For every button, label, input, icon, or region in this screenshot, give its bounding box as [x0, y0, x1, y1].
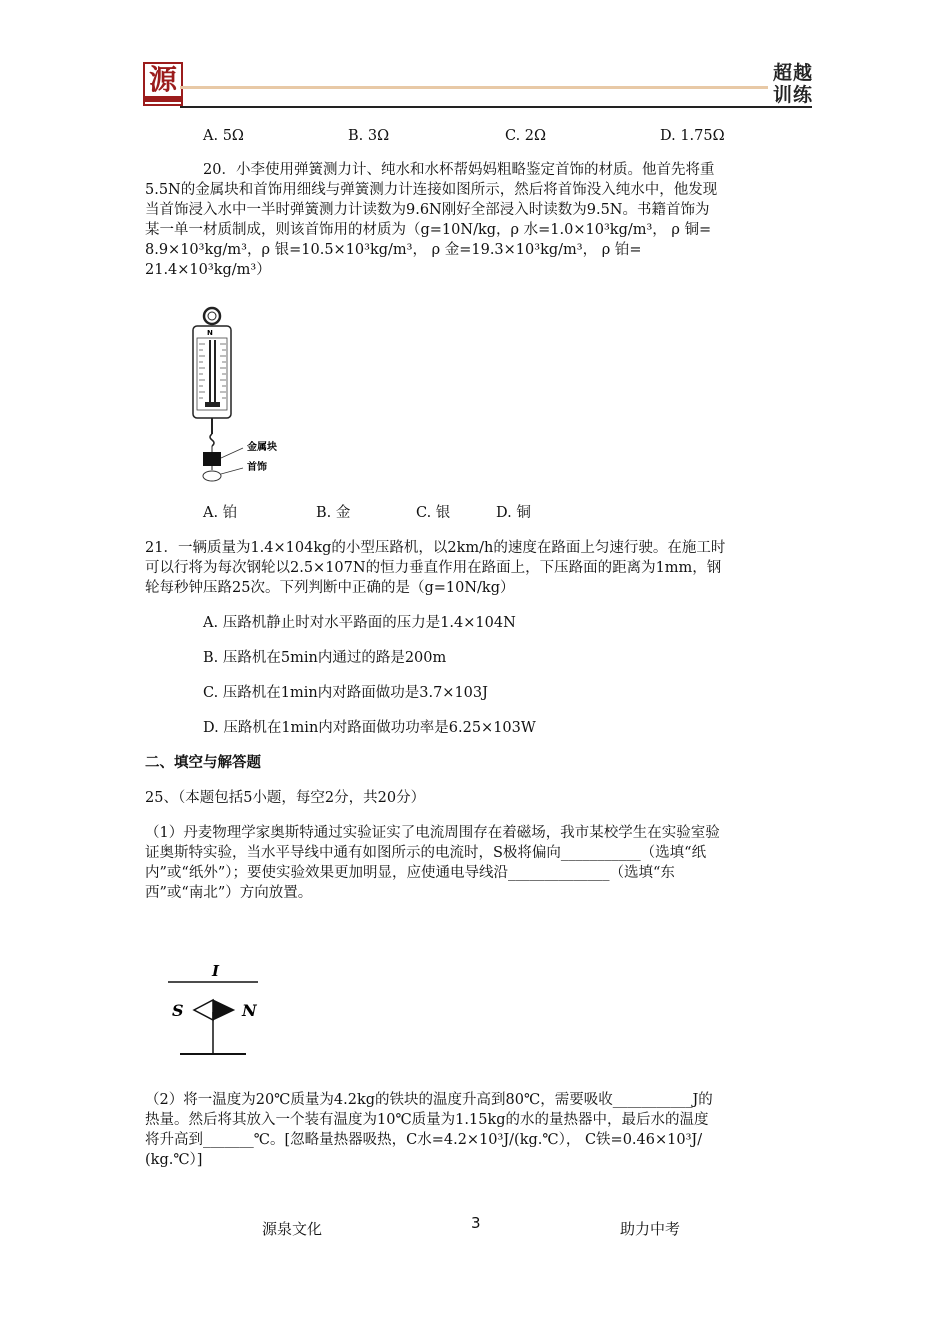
section-2-title: 二、填空与解答题	[145, 755, 261, 771]
q20-option-b: B. 金	[316, 505, 351, 521]
q20-option-a: A. 铂	[203, 505, 238, 521]
north-pole-label: N	[242, 1001, 257, 1020]
q25-part1-line-3: 内”或“纸外”）；要使实验效果更加明显，应使通电导线沿______________（选填“东	[145, 865, 675, 881]
q20-option-c: C. 银	[416, 505, 451, 521]
brand-line-2: 训练	[773, 84, 814, 106]
q20-line-6: 21.4×10³kg/m³）	[145, 262, 271, 278]
q25-part1-line-1: （1）丹麦物理学家奥斯特通过实验证实了电流周围存在着磁场，我市某校学生在实验室验	[145, 825, 720, 841]
header-accent-line	[180, 86, 768, 89]
logo-underbar	[145, 96, 181, 102]
oersted-figure	[160, 960, 280, 1070]
footer-left: 源泉文化	[262, 1220, 323, 1238]
q19-option-d: D. 1.75Ω	[660, 128, 725, 144]
q19-option-a: A. 5Ω	[203, 128, 244, 144]
q20-line-1: 20．小李使用弹簧测力计、纯水和水杯帮妈妈粗略鉴定首饰的材质。他首先将重	[203, 162, 715, 178]
brand-mark	[773, 62, 813, 106]
q25-part2-line-4: (kg.℃）]	[145, 1152, 203, 1168]
q20-line-4: 某一单一材质制成，则该首饰用的材质为（g=10N/kg，ρ 水=1.0×10³kg/m³， ρ 铜=	[145, 222, 712, 238]
footer-right: 助力中考	[620, 1220, 681, 1238]
q25-part2-line-1: （2）将一温度为20℃质量为4.2kg的铁块的温度升高到80℃，需要吸收___________J的	[145, 1092, 713, 1108]
south-pole-label: S	[172, 1001, 184, 1020]
q21-option-c: C. 压路机在1min内对路面做功是3.7×103J	[203, 685, 488, 701]
q21-line-3: 轮每秒钟压路25次。下列判断中正确的是（g=10N/kg）	[145, 580, 515, 596]
current-label: I	[212, 962, 220, 980]
q25-part2-line-2: 热量。然后将其放入一个装有温度为10℃质量为1.15kg的水的量热器中，最后水的温度	[145, 1112, 709, 1128]
q21-line-2: 可以行将为每次钢轮以2.5×107N的恒力垂直作用在路面上，下压路面的距离为1mm，钢	[145, 560, 722, 576]
q19-option-b: B. 3Ω	[348, 128, 390, 144]
header-rule	[180, 106, 812, 108]
q19-option-c: C. 2Ω	[505, 128, 547, 144]
q25-part1-line-4: 西”或“南北”）方向放置。	[145, 885, 313, 901]
q25-part2-line-3: 将升高到_______℃。[忽略量热器吸热，C水=4.2×10³J/(kg.℃）， C铁=0.46×10³J/	[145, 1132, 703, 1148]
spring-scale-figure	[185, 302, 295, 492]
q20-option-d: D. 铜	[496, 505, 531, 521]
q21-line-1: 21．一辆质量为1.4×104kg的小型压路机，以2km/h的速度在路面上匀速行驶。在施工时	[145, 540, 726, 556]
page-number: 3	[471, 1214, 481, 1232]
q20-line-3: 当首饰浸入水中一半时弹簧测力计读数为9.6N刚好全部浸入时读数为9.5N。书籍首饰为	[145, 202, 710, 218]
q21-option-b: B. 压路机在5min内通过的路是200m	[203, 650, 447, 666]
scale-n-label: N	[207, 329, 213, 337]
publisher-logo	[143, 62, 183, 106]
q20-line-5: 8.9×10³kg/m³，ρ 银=10.5×10³kg/m³， ρ 金=19.3×10³kg/m³， ρ 铂=	[145, 242, 642, 258]
brand-line-1: 超越	[773, 62, 814, 84]
q25-intro: 25、（本题包括5小题，每空2分，共20分）	[145, 790, 426, 806]
metal-block-label: 金属块	[247, 442, 277, 453]
q21-option-d: D. 压路机在1min内对路面做功功率是6.25×103W	[203, 720, 536, 736]
q20-line-2: 5.5N的金属块和首饰用细线与弹簧测力计连接如图所示，然后将首饰没入纯水中，他发现	[145, 182, 718, 198]
q25-part1-line-2: 证奥斯特实验，当水平导线中通有如图所示的电流时，S极将偏向___________（选填“纸	[145, 845, 707, 861]
spring-scale-drawing	[193, 308, 243, 481]
logo-character: 源	[148, 63, 177, 96]
jewelry-label: 首饰	[247, 462, 267, 473]
q21-option-a: A. 压路机静止时对水平路面的压力是1.4×104N	[203, 615, 516, 631]
